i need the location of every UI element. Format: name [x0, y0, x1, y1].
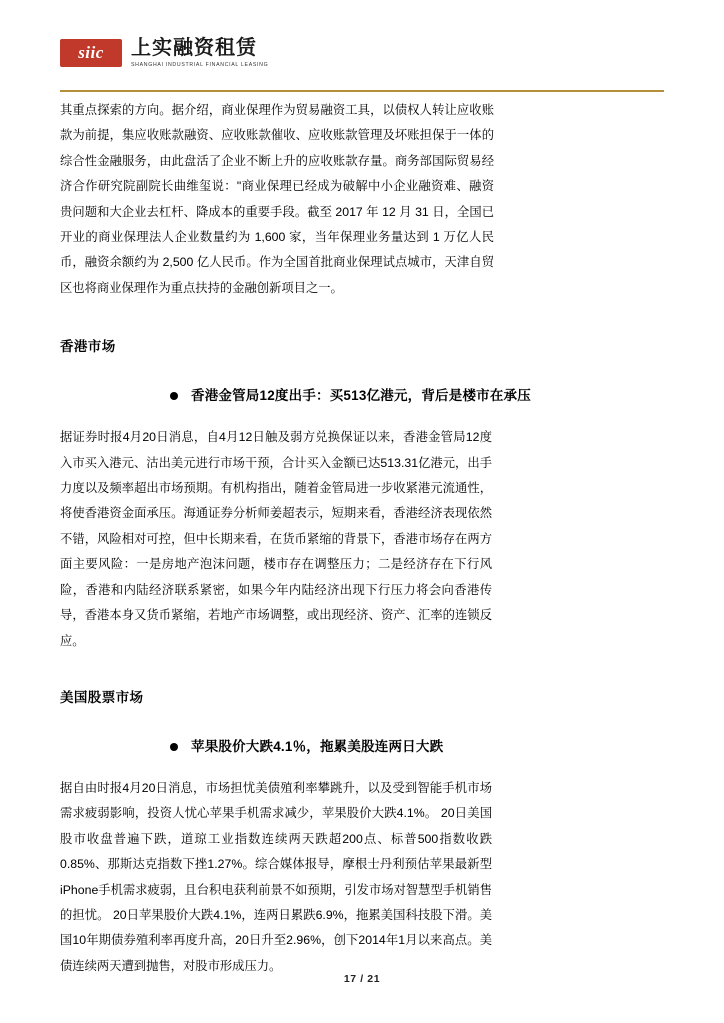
- section-heading-hong-kong: 香港市场: [60, 339, 116, 355]
- bullet-item-us-stock: [170, 736, 630, 758]
- logo-text: [131, 38, 268, 68]
- document-content: [60, 98, 664, 979]
- company-logo: [60, 38, 268, 68]
- logo-mark-icon: siic: [60, 39, 122, 67]
- paragraph-us-stock: 据自由时报4月20日消息，市场担忧美债殖利率攀跳升，以及受到智能手机市场需求疲弱影响，投资人忧心苹果手机需求减少，苹果股价大跌4.1%。 20日美国股市收盘普遍下跌，道琼工业指数连续两天跌超200点、标普500指数收跌0.85%、那斯达克指数下挫1.27%。综合媒体报导，摩根士丹利预估苹果最新型iPhone手机需求疲弱，且台积电获利前景不如预期，引发市场对智慧型手机销售的担忧。 20日苹果股价大跌4.1%，连两日累跌6.9%，拖累美国科技股下滑。美国10年期债券殖利率再度升高，20日升至2.96%，创下2014年1月以来高点。美债连续两天遭到抛售，对股市形成压力。: [60, 780, 492, 973]
- bullet-title-hong-kong: 香港金管局12度出手：买513亿港元，背后是楼市在承压: [191, 388, 531, 404]
- header-divider: [60, 90, 664, 92]
- paragraph-hong-kong: 据证券时报4月20日消息，自4月12日触及弱方兑换保证以来，香港金管局12度入市买入港元、沽出美元进行市场干预，合计买入金额已达513.31亿港元，出手力度以及频率超出市场预期。有机构指出，随着金管局进一步收紧港元流通性，将使香港资金面承压。海通证券分析师姜超表示，短期来看，香港经济表现依然不错，风险相对可控，但中长期来看，在货币紧缩的背景下，香港市场存在两方面主要风险：一是房地产泡沫问题，楼市存在调整压力；二是经济存在下行风险，香港和内陆经济联系紧密，如果今年内陆经济出现下行压力将会向香港传导，香港本身又货币紧缩，若地产市场调整，或出现经济、资产、汇率的连锁反应。: [60, 430, 492, 648]
- intro-paragraph: 其重点探索的方向。据介绍，商业保理作为贸易融资工具，以债权人转让应收账款为前提，集应收账款融资、应收账款催收、应收账款管理及坏账担保于一体的综合性金融服务，由此盘活了企业不断上升的应收账款存量。商务部国际贸易经济合作研究院副院长曲维玺说："商业保理已经成为破解中小企业融资难、融资贵问题和大企业去杠杆、降成本的重要手段。截至 2017 年 12 月 31 日，全国已开业的商业保理法人企业数量约为 1,600 家，当年保理业务量达到 1 万亿人民币，融资余额约为 2,500 亿人民币。作为全国首批商业保理试点城市，天津自贸区也将商业保理作为重点扶持的金融创新项目之一。: [60, 103, 494, 295]
- logo-company-name-en: SHANGHAI INDUSTRIAL FINANCIAL LEASING: [131, 62, 269, 68]
- bullet-dot-icon: [170, 392, 178, 400]
- logo-company-name-cn: 上实融资租赁: [131, 37, 257, 59]
- bullet-item-hong-kong: [170, 385, 630, 407]
- section-heading-us-stock: 美国股票市场: [60, 689, 144, 705]
- page-number: 17 / 21: [343, 973, 381, 985]
- bullet-title-us-stock: 苹果股价大跌4.1％，拖累美股连两日大跌: [191, 738, 444, 754]
- bullet-dot-icon: [170, 743, 178, 751]
